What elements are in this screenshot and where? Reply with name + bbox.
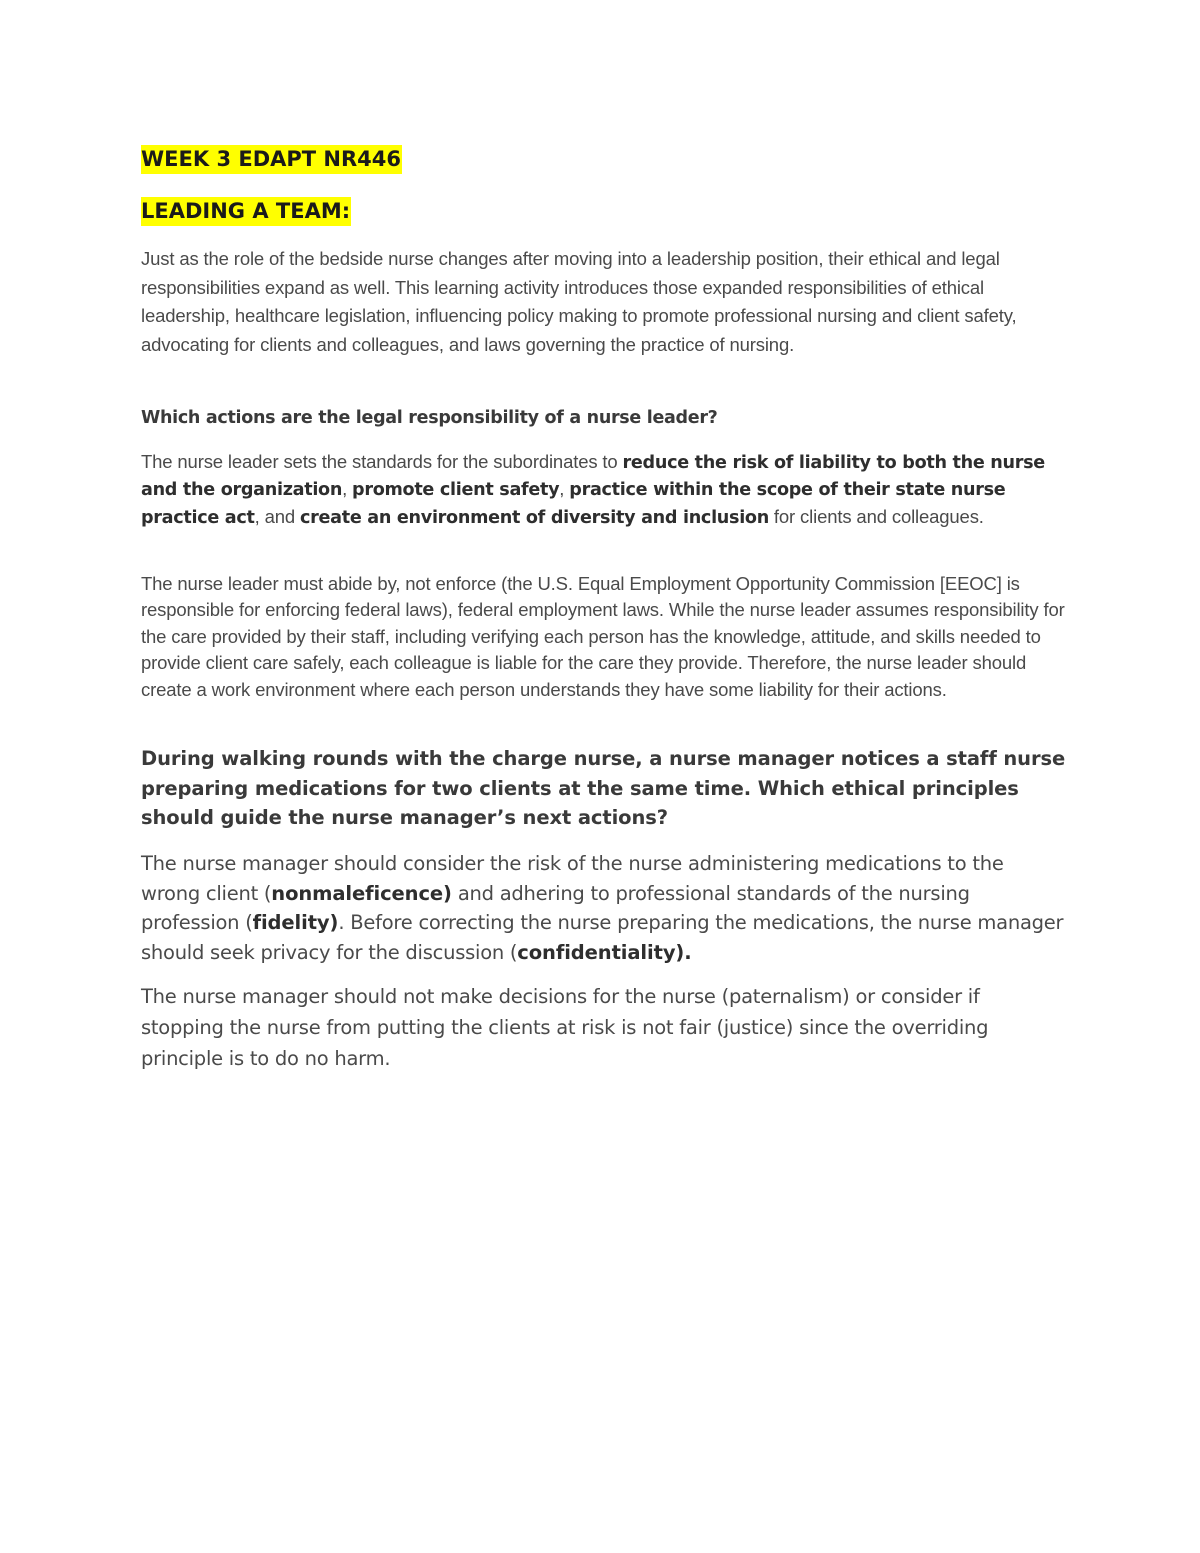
intro-paragraph: Just as the role of the bedside nurse changes after moving into a leadership position, their ethical and legal responsibilities expand as well. This learning activity introduces those expanded responsibilities of ethical leadership, healthcare legislation, influencing policy making to promote professional nursing and client safety, advocating for clients and colleagues, and laws governing the practice of nursing. xyxy=(141,248,1017,356)
title-highlight: WEEK 3 EDAPT NR446 xyxy=(141,145,402,174)
question-2: During walking rounds with the charge nurse, a nurse manager notices a staff nurse preparing medications for two clients at the same time. Which ethical principles should guide the nurse manager’s next actions? xyxy=(141,747,1066,829)
answer-3-text-3: . Before correcting the nurse preparing the medications, the nurse manager should seek privacy for the discussion ( xyxy=(141,911,1064,964)
answer-1 xyxy=(141,449,1066,531)
answer-1-text-1: The nurse leader sets the standards for the subordinates to xyxy=(141,451,623,472)
answer-3-text-2: and adhering to professional standards of the nursing profession ( xyxy=(141,881,970,934)
answer-1-bold-2: promote client safety xyxy=(352,480,560,501)
answer-3-bold-2: fidelity) xyxy=(252,911,339,934)
section-heading xyxy=(141,196,351,227)
answer-1-text-3: , xyxy=(559,478,570,500)
subtitle-text: LEADING A TEAM xyxy=(141,199,342,223)
answer-1-text-5: for clients and colleagues. xyxy=(768,505,984,527)
answer-1-bold-1: reduce the risk of liability to both the nurse and the organization xyxy=(141,453,1045,501)
answer-1-text-2: , xyxy=(342,478,353,500)
subtitle-highlight xyxy=(141,197,351,226)
answer-3-bold-3: confidentiality). xyxy=(517,940,692,964)
answer-3 xyxy=(141,849,1066,967)
answer-2: The nurse leader must abide by, not enforce (the U.S. Equal Employment Opportunity Commission [EEOC] is responsible for enforcing federal laws), federal employment laws. While the nurse leader assumes responsibility for the care provided by their staff, including verifying each person has the knowledge, attitude, and skills needed to provide client care safely, each colleague is liable for the care they provide. Therefore, the nurse leader should create a work environment where each person understands they have some liability for their actions. xyxy=(141,573,1065,700)
answer-3-bold-1: nonmaleficence) xyxy=(271,881,452,905)
answer-3-text-1: The nurse manager should consider the risk of the nurse administering medications to the wrong client ( xyxy=(141,852,1004,905)
answer-1-bold-4: create an environment of diversity and inclusion xyxy=(300,507,769,528)
document-title xyxy=(141,144,402,175)
answer-1-bold-3: practice within the scope of their state nurse practice act xyxy=(141,480,1006,528)
question-1: Which actions are the legal responsibility of a nurse leader? xyxy=(141,408,718,428)
answer-4: The nurse manager should not make decisions for the nurse (paternalism) or consider if stopping the nurse from putting the clients at risk is not fair (justice) since the overriding principle is to do no harm. xyxy=(141,985,989,1070)
answer-1-text-4: , and xyxy=(254,505,301,527)
subtitle-colon: : xyxy=(341,199,351,223)
